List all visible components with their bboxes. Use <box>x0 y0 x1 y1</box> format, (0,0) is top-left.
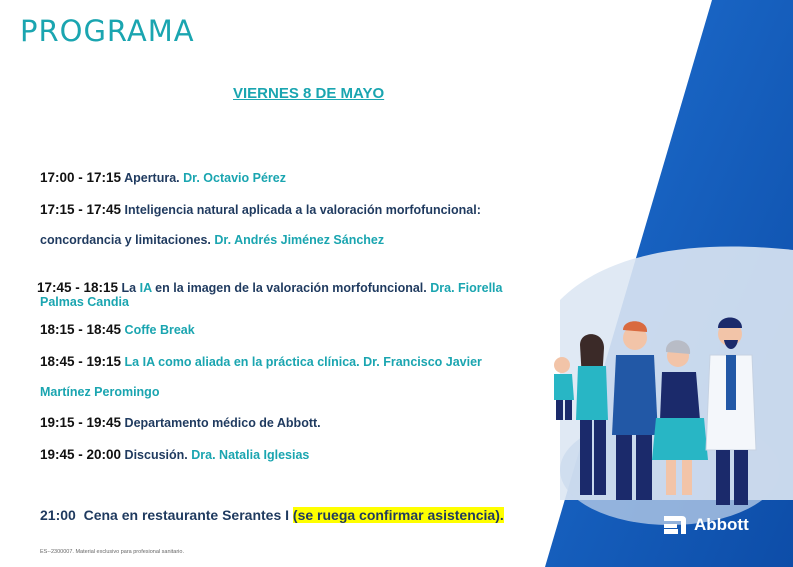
schedule-time: 17:00 - 17:15 <box>40 170 122 185</box>
dinner-time: 21:00 <box>40 507 76 523</box>
schedule-item <box>40 202 481 217</box>
schedule-speaker: Dr. Andrés Jiménez Sánchez <box>214 233 385 247</box>
schedule-topic: en la imagen de la valoración morfofuncional. <box>155 281 427 295</box>
page-title: PROGRAMA <box>20 14 195 48</box>
schedule-item <box>40 354 482 369</box>
dinner-text: Cena en restaurante Serantes I <box>83 507 290 523</box>
schedule-topic: concordancia y limitaciones. <box>40 233 211 247</box>
schedule-speaker: Dr. Octavio Pérez <box>183 171 286 185</box>
schedule-topic: Inteligencia natural aplicada a la valoración morfofuncional: <box>124 203 481 217</box>
schedule-item <box>40 322 195 337</box>
schedule-speaker: Dr. Francisco Javier <box>363 355 482 369</box>
schedule-topic: Apertura. <box>124 171 180 185</box>
abbott-logo-text: Abbott <box>694 515 749 534</box>
schedule-speaker: Dra. Natalia Iglesias <box>191 448 310 462</box>
schedule-item-continuation <box>40 233 384 247</box>
dinner-highlight: (se ruega confirmar asistencia). <box>292 507 504 523</box>
schedule-time: 18:15 - 18:45 <box>40 322 122 337</box>
schedule-time: 18:45 - 19:15 <box>40 354 122 369</box>
schedule-time: 17:45 - 18:15 <box>37 280 119 295</box>
schedule-item <box>37 280 502 295</box>
schedule-item <box>40 447 309 462</box>
schedule-topic: Departamento médico de Abbott. <box>124 416 321 430</box>
abbott-logo-icon <box>662 514 688 536</box>
schedule-topic-ia: IA <box>139 281 152 295</box>
event-date: VIERNES 8 DE MAYO <box>233 85 385 102</box>
schedule-time: 19:45 - 20:00 <box>40 447 122 462</box>
schedule-item-continuation <box>40 295 129 309</box>
schedule-topic: Coffe Break <box>124 323 195 337</box>
medical-team-illustration <box>540 300 780 520</box>
schedule-time: 19:15 - 19:45 <box>40 415 122 430</box>
schedule-time: 17:15 - 17:45 <box>40 202 122 217</box>
legal-note: ES--2300007. Material exclusivo para profesional sanitario. <box>40 549 184 555</box>
schedule-item <box>40 415 321 430</box>
schedule-topic: Discusión. <box>124 448 188 462</box>
schedule-speaker: Palmas Candia <box>40 295 129 309</box>
schedule-speaker: Martínez Peromingo <box>40 385 160 399</box>
schedule-item-continuation <box>40 385 159 399</box>
schedule-item <box>40 170 286 185</box>
abbott-logo <box>662 514 749 536</box>
dinner-info <box>40 507 504 523</box>
schedule-topic: La IA como aliada en la práctica clínica. <box>124 355 360 369</box>
schedule-speaker: Dra. Fiorella <box>430 281 503 295</box>
schedule-topic-pre: La <box>121 281 137 295</box>
